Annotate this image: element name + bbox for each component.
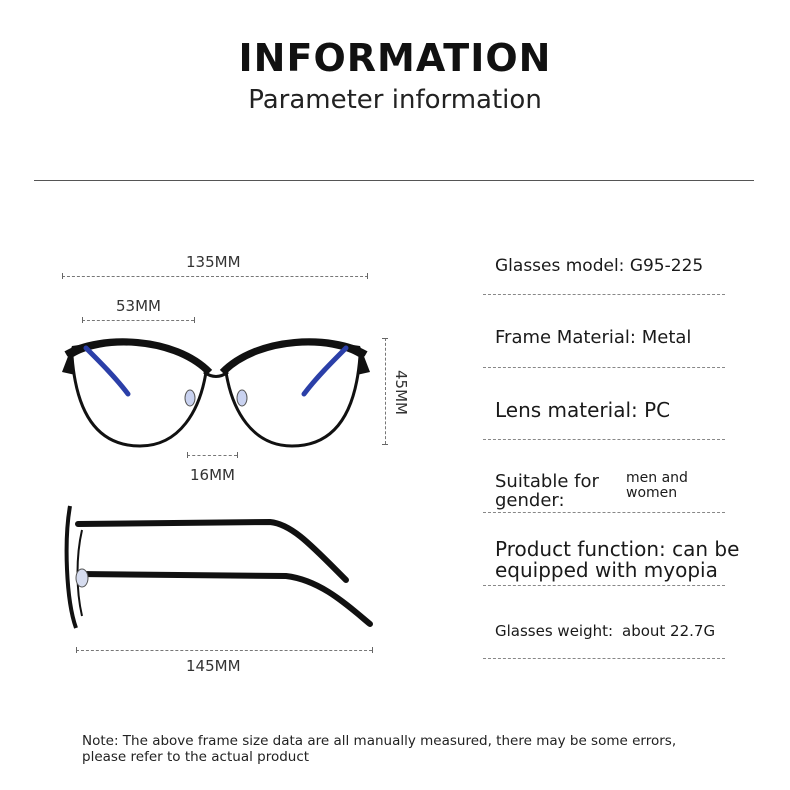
param-divider [483, 658, 725, 659]
glasses-front-view [62, 341, 370, 446]
footnote [82, 733, 722, 765]
param-gender-value-1: men and [626, 470, 688, 486]
dim-lens-width-label: 53MM [116, 297, 161, 315]
param-gender-label-2: gender: [495, 490, 565, 511]
param-divider [483, 512, 725, 513]
dim-total-width-label: 135MM [186, 253, 241, 271]
lower-temple [80, 574, 370, 624]
param-gender-value-2: women [626, 485, 678, 501]
param-divider [483, 585, 725, 586]
param-material: Frame Material: Metal [495, 327, 692, 348]
side-rim [67, 506, 76, 628]
upper-temple [78, 522, 346, 580]
param-function-2: equipped with myopia [495, 558, 718, 582]
param-weight-label: Glasses weight: [495, 622, 614, 640]
dim-temple-label: 145MM [186, 657, 241, 675]
bridge [204, 372, 228, 377]
left-nose-pad [185, 390, 195, 406]
param-lens: Lens material: PC [495, 398, 671, 422]
right-nose-pad [237, 390, 247, 406]
param-divider [483, 439, 725, 440]
param-gender-label-1: Suitable for [495, 471, 599, 492]
footnote-line-2: please refer to the actual product [82, 749, 310, 765]
side-nose-pad [76, 569, 88, 587]
footnote-line-1: Note: The above frame size data are all manually measured, there may be some errors, [82, 733, 677, 749]
dim-bridge-label: 16MM [190, 466, 235, 484]
page-title: INFORMATION [238, 36, 552, 80]
glasses-side-view [67, 506, 370, 628]
param-function-1: Product function: can be [495, 537, 740, 561]
dim-lens-height-label: 45MM [392, 370, 410, 415]
param-divider [483, 367, 725, 368]
page-subtitle: Parameter information [248, 85, 542, 115]
param-divider [483, 294, 725, 295]
param-weight-value: about 22.7G [622, 622, 716, 640]
param-model: Glasses model: G95-225 [495, 256, 704, 276]
